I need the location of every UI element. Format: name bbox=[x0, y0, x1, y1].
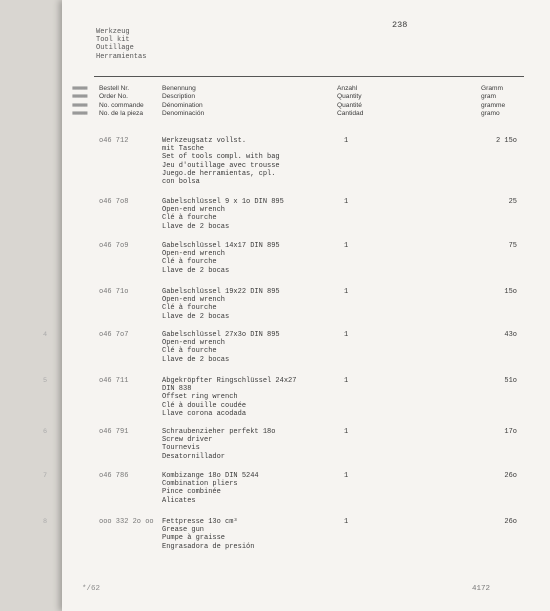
weight-grams: 15o bbox=[504, 288, 517, 296]
row-number: 7 bbox=[43, 472, 48, 480]
item-description bbox=[162, 518, 254, 551]
header-label: No. commande bbox=[99, 101, 144, 109]
description-line: Jeu d'outillage avec trousse bbox=[162, 161, 280, 170]
weight-grams: 26o bbox=[504, 518, 517, 526]
description-line: Llave de 2 bocas bbox=[162, 266, 230, 275]
header-label: Cantidad bbox=[337, 109, 364, 117]
row-number: 6 bbox=[43, 428, 48, 436]
description-line: Gabelschlüssel 14x17 DIN 895 bbox=[162, 242, 280, 250]
section-title bbox=[96, 28, 146, 61]
description-line: Grease gun bbox=[162, 526, 205, 535]
order-number: o46 786 bbox=[99, 472, 129, 480]
header-description bbox=[162, 85, 204, 118]
weight-grams: 75 bbox=[508, 242, 517, 250]
header-order-no bbox=[99, 85, 144, 118]
quantity: 1 bbox=[344, 288, 349, 296]
header-label: Bestell Nr. bbox=[99, 85, 130, 92]
description-line: Clé à fourche bbox=[162, 347, 217, 356]
weight-grams: 2 15o bbox=[495, 137, 517, 145]
title-line: Herramientas bbox=[96, 52, 147, 61]
weight-grams: 43o bbox=[504, 331, 517, 339]
header-label: Quantité bbox=[337, 101, 362, 109]
order-number: o46 7o7 bbox=[99, 331, 129, 339]
description-line: Werkzeugsatz vollst. bbox=[162, 137, 247, 145]
row-number: 4 bbox=[43, 331, 48, 339]
row-number: 8 bbox=[43, 518, 48, 526]
description-line: Desatornillador bbox=[162, 452, 226, 461]
item-description bbox=[162, 198, 284, 231]
description-line: Gabelschlüssel 19x22 DIN 895 bbox=[162, 288, 280, 296]
order-number: o46 711 bbox=[99, 377, 129, 385]
description-line: Pince combinée bbox=[162, 488, 221, 497]
quantity: 1 bbox=[344, 242, 349, 250]
description-line: Alicates bbox=[162, 496, 196, 505]
row-number: 5 bbox=[43, 377, 48, 385]
order-number: o46 71o bbox=[99, 288, 129, 296]
description-line: Llave de 2 bocas bbox=[162, 355, 230, 364]
order-number: o46 791 bbox=[99, 428, 129, 436]
description-line: Open-end wrench bbox=[162, 206, 226, 215]
quantity: 1 bbox=[344, 377, 349, 385]
item-description bbox=[162, 288, 280, 321]
description-line: mit Tasche bbox=[162, 145, 205, 154]
description-line: Clé à fourche bbox=[162, 214, 217, 223]
order-number: o46 7o9 bbox=[99, 242, 129, 250]
header-quantity bbox=[337, 85, 363, 118]
header-label: Quantity bbox=[337, 93, 362, 101]
description-line: Llave de 2 bocas bbox=[162, 312, 230, 321]
item-description bbox=[162, 242, 280, 275]
description-line: Open-end wrench bbox=[162, 296, 226, 305]
description-line: Open-end wrench bbox=[162, 250, 226, 259]
description-line: Kombizange 18o DIN 5244 bbox=[162, 472, 259, 480]
order-number: o46 7o8 bbox=[99, 198, 129, 206]
description-line: Tournevis bbox=[162, 444, 200, 453]
description-line: Gabelschlüssel 27x3o DIN 895 bbox=[162, 331, 280, 339]
catalog-page bbox=[43, 0, 550, 611]
quantity: 1 bbox=[344, 137, 349, 145]
description-line: Llave corona acodada bbox=[162, 409, 247, 418]
header-label: Dénomination bbox=[162, 101, 203, 109]
header-label: gramo bbox=[481, 109, 500, 117]
description-line: Clé à douille coudée bbox=[162, 401, 247, 410]
description-line: DIN 838 bbox=[162, 385, 192, 394]
description-line: Set of tools compl. with bag bbox=[162, 153, 280, 162]
description-line: Gabelschlüssel 9 x 1o DIN 895 bbox=[162, 198, 284, 206]
header-rule bbox=[94, 76, 524, 77]
header-label: Anzahl bbox=[337, 85, 358, 92]
footer-left-mark: */62 bbox=[82, 585, 101, 593]
description-line: Clé à fourche bbox=[162, 258, 217, 267]
weight-grams: 25 bbox=[508, 198, 517, 206]
description-line: con bolsa bbox=[162, 178, 200, 187]
description-line: Clé à fourche bbox=[162, 304, 217, 313]
header-label: Benennung bbox=[162, 85, 196, 92]
quantity: 1 bbox=[344, 428, 349, 436]
quantity: 1 bbox=[344, 198, 349, 206]
header-label: No. de la pieza bbox=[99, 109, 143, 117]
description-line: Engrasadora de presión bbox=[162, 542, 255, 551]
item-description bbox=[162, 428, 275, 461]
order-number: ooo 332 2o oo bbox=[99, 518, 154, 526]
title-line: Outillage bbox=[96, 44, 134, 53]
header-label: Order No. bbox=[99, 93, 128, 101]
header-markers: ■■■■■ ■■■■■ ■■■■■ ■■■■■ bbox=[72, 85, 87, 117]
title-line: Tool kit bbox=[96, 36, 130, 45]
description-line: Combination pliers bbox=[162, 480, 238, 489]
header-label: Gramm bbox=[481, 85, 503, 92]
item-description bbox=[162, 331, 280, 364]
item-description bbox=[162, 137, 280, 186]
item-description bbox=[162, 377, 296, 418]
description-line: Screw driver bbox=[162, 436, 213, 445]
description-line: Pumpe à graisse bbox=[162, 534, 226, 543]
quantity: 1 bbox=[344, 472, 349, 480]
description-line: Offset ring wrench bbox=[162, 393, 238, 402]
description-line: Juego.de herramientas, cpl. bbox=[162, 169, 276, 178]
header-label: gram bbox=[481, 93, 497, 101]
weight-grams: 17o bbox=[504, 428, 517, 436]
order-number: o46 712 bbox=[99, 137, 129, 145]
quantity: 1 bbox=[344, 518, 349, 526]
description-line: Open-end wrench bbox=[162, 339, 226, 348]
weight-grams: 51o bbox=[504, 377, 517, 385]
description-line: Schraubenzieher perfekt 18o bbox=[162, 428, 276, 436]
page-number: 238 bbox=[392, 20, 408, 30]
description-line: Fettpresse 13o cm³ bbox=[162, 518, 238, 526]
header-label: Denominación bbox=[162, 109, 205, 117]
quantity: 1 bbox=[344, 331, 349, 339]
title-line: Werkzeug bbox=[96, 28, 130, 36]
description-line: Abgekröpfter Ringschlüssel 24x27 bbox=[162, 377, 297, 385]
footer-right-number: 4172 bbox=[472, 585, 491, 593]
description-line: Llave de 2 bocas bbox=[162, 222, 230, 231]
header-label: Description bbox=[162, 93, 195, 101]
item-description bbox=[162, 472, 259, 505]
header-label: gramme bbox=[481, 101, 506, 109]
header-grams bbox=[481, 85, 505, 118]
weight-grams: 26o bbox=[504, 472, 517, 480]
